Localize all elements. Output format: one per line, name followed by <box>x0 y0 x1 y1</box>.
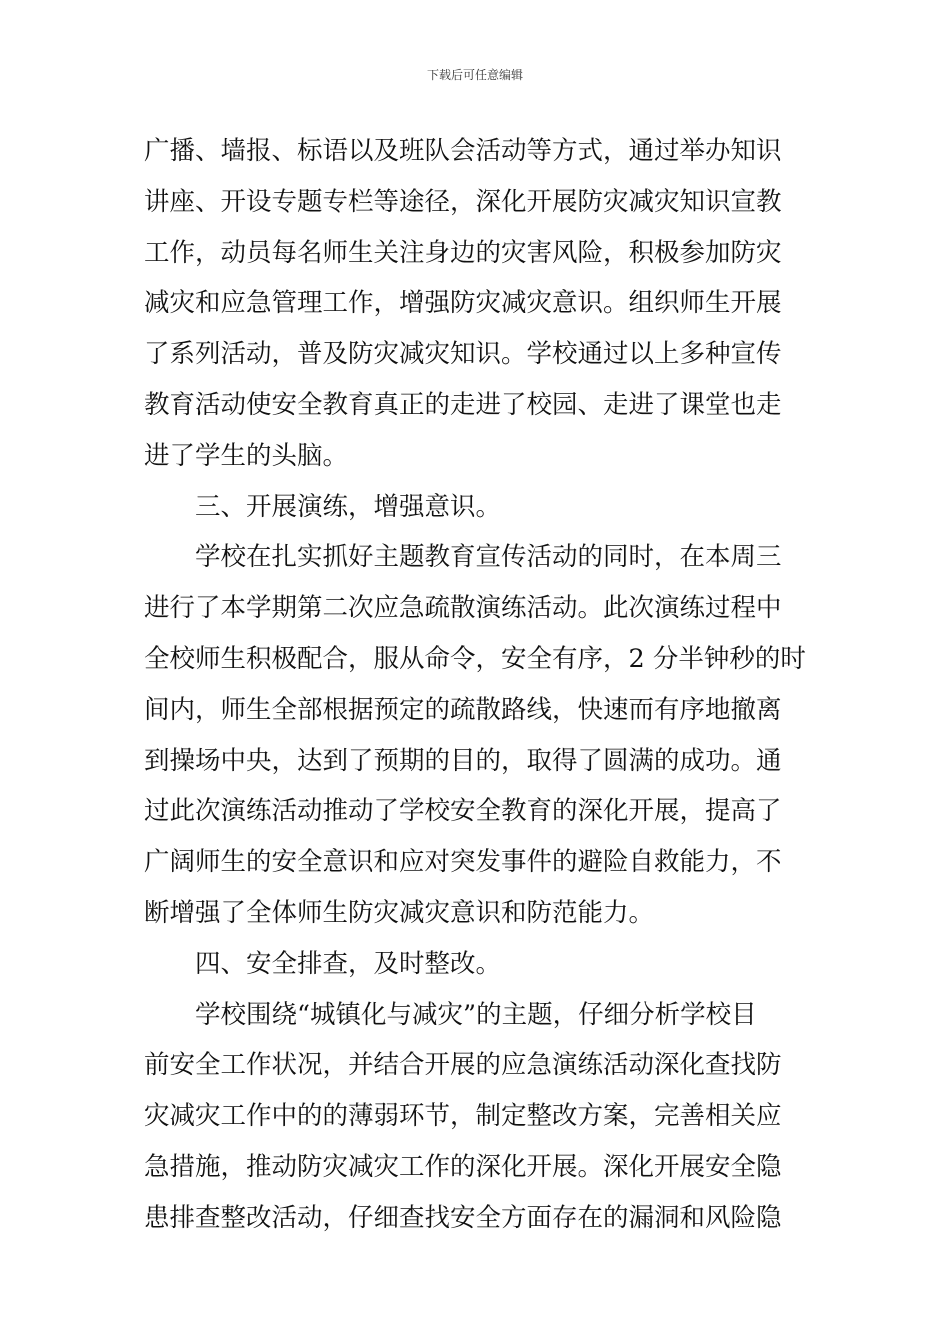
text-line: 了系列活动，普及防灾减灾知识。学校通过以上多种宣传 <box>144 339 782 370</box>
text-line: 全校师生积极配合，服从命令，安全有序，2 分半钟秒的时 <box>144 643 806 674</box>
text-line: 间内，师生全部根据预定的疏散路线，快速而有序地撤离 <box>144 694 782 725</box>
text-line: 广阔师生的安全意识和应对突发事件的避险自救能力，不 <box>144 847 782 878</box>
text-line: 学校围绕“城镇化与减灾”的主题，仔细分析学校目 <box>195 999 757 1030</box>
text-line: 学校在扎实抓好主题教育宣传活动的同时，在本周三 <box>195 542 782 573</box>
text-line: 进行了本学期第二次应急疏散演练活动。此次演练过程中 <box>144 593 782 624</box>
text-line: 到操场中央，达到了预期的目的，取得了圆满的成功。通 <box>144 745 782 776</box>
text-line: 断增强了全体师生防灾减灾意识和防范能力。 <box>144 897 655 928</box>
page-header: 下载后可任意编辑 <box>426 68 523 82</box>
text-line: 教育活动使安全教育真正的走进了校园、走进了课堂也走 <box>144 389 782 420</box>
text-line: 工作，动员每名师生关注身边的灾害风险，积极参加防灾 <box>144 237 782 268</box>
text-line: 过此次演练活动推动了学校安全教育的深化开展，提高了 <box>144 796 782 827</box>
text-line: 急措施，推动防灾减灾工作的深化开展。深化开展安全隐 <box>144 1151 782 1182</box>
section-heading: 三、开展演练，增强意识。 <box>195 491 502 522</box>
text-line: 灾减灾工作中的的薄弱环节，制定整改方案，完善相关应 <box>144 1101 782 1132</box>
text-line: 前安全工作状况，并结合开展的应急演练活动深化查找防 <box>144 1050 782 1081</box>
text-line: 患排查整改活动，仔细查找安全方面存在的漏洞和风险隐 <box>144 1202 782 1233</box>
text-line: 进了学生的头脑。 <box>144 440 349 471</box>
text-line: 广播、墙报、标语以及班队会活动等方式，通过举办知识 <box>144 136 782 166</box>
text-line: 减灾和应急管理工作，增强防灾减灾意识。组织师生开展 <box>144 288 782 319</box>
text-line: 讲座、开设专题专栏等途径，深化开展防灾减灾知识宣教 <box>144 186 782 217</box>
document-body <box>144 126 808 1244</box>
section-heading: 四、安全排查，及时整改。 <box>195 948 502 979</box>
